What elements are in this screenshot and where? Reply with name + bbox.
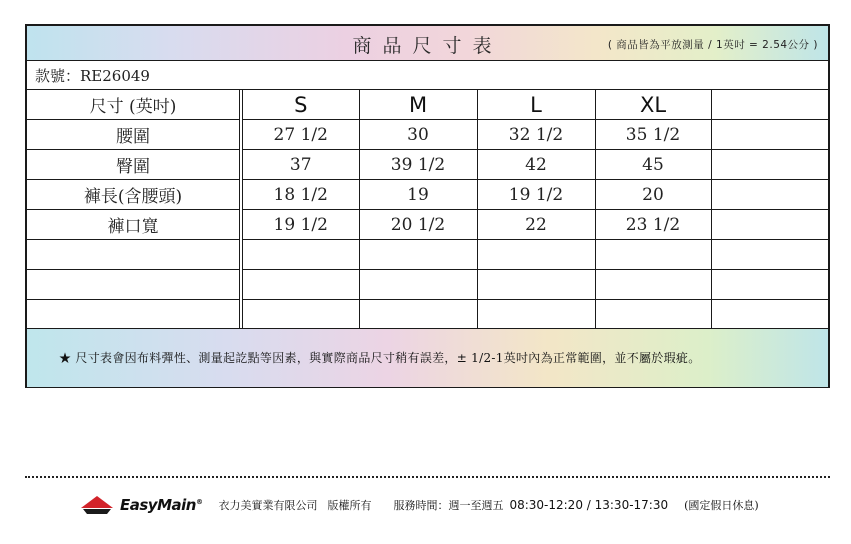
table-cell — [241, 240, 359, 270]
service-hours: 08:30-12:20 / 13:30-17:30 — [509, 498, 669, 512]
table-cell — [359, 300, 477, 330]
measurement-note: ( 商品皆為平放測量 / 1英吋 = 2.54公分 ) — [607, 39, 818, 51]
mountain-logo-icon — [80, 494, 114, 516]
table-cell — [477, 300, 595, 330]
table-cell — [595, 240, 711, 270]
table-cell: 19 1/2 — [477, 180, 595, 210]
table-cell: 23 1/2 — [595, 210, 711, 240]
table-cell — [711, 150, 828, 180]
company-name: 衣力美實業有限公司 — [218, 499, 318, 512]
table-cell — [595, 270, 711, 300]
table-cell: 42 — [477, 150, 595, 180]
brand-logo — [120, 496, 202, 514]
table-cell — [711, 180, 828, 210]
row-label — [27, 240, 241, 270]
table-cell: 19 — [359, 180, 477, 210]
row-label: 腰圍 — [27, 120, 241, 150]
row-label: 褲長(含腰頭) — [27, 180, 241, 210]
table-cell: 20 — [595, 180, 711, 210]
size-s: S — [241, 90, 359, 120]
table-cell: 19 1/2 — [241, 210, 359, 240]
table-cell — [241, 300, 359, 330]
table-cell — [711, 270, 828, 300]
table-row — [27, 150, 828, 180]
registered-mark: ® — [195, 498, 203, 506]
table-row — [27, 120, 828, 150]
size-chart-sheet — [25, 24, 830, 388]
footer — [80, 492, 820, 518]
table-cell — [711, 240, 828, 270]
table-cell — [711, 120, 828, 150]
table-row — [27, 300, 828, 330]
size-header-label: 尺寸 (英吋) — [27, 90, 241, 120]
model-number: 款號：RE26049 — [35, 67, 150, 85]
table-cell: 20 1/2 — [359, 210, 477, 240]
row-label — [27, 300, 241, 330]
table-row — [27, 240, 828, 270]
table-cell — [595, 300, 711, 330]
holiday-note: (國定假日休息) — [684, 499, 759, 512]
table-cell: 27 1/2 — [241, 120, 359, 150]
table-cell: 18 1/2 — [241, 180, 359, 210]
table-cell — [477, 270, 595, 300]
table-cell — [359, 240, 477, 270]
chart-title: 商品尺寸表 — [352, 35, 503, 57]
table-cell: 37 — [241, 150, 359, 180]
dotted-divider — [25, 476, 830, 478]
disclaimer-bar — [27, 328, 828, 387]
size-l: L — [477, 90, 595, 120]
size-xl: XL — [595, 90, 711, 120]
table-cell — [359, 270, 477, 300]
title-bar — [27, 26, 828, 61]
size-extra — [711, 90, 828, 120]
table-cell — [711, 300, 828, 330]
brand-name: EasyMain — [120, 496, 196, 514]
table-row — [27, 210, 828, 240]
table-cell: 30 — [359, 120, 477, 150]
row-label — [27, 270, 241, 300]
service-hours-label: 服務時間：週一至週五 — [393, 499, 504, 512]
table-row — [27, 270, 828, 300]
model-row — [27, 61, 828, 90]
table-cell — [711, 210, 828, 240]
row-label: 褲口寬 — [27, 210, 241, 240]
table-row — [27, 180, 828, 210]
copyright-text: 版權所有 — [327, 499, 372, 512]
size-m: M — [359, 90, 477, 120]
size-table — [27, 90, 828, 330]
table-cell: 22 — [477, 210, 595, 240]
table-cell — [241, 270, 359, 300]
table-cell: 39 1/2 — [359, 150, 477, 180]
size-header-row — [27, 90, 828, 120]
table-cell — [477, 240, 595, 270]
table-cell: 35 1/2 — [595, 120, 711, 150]
table-cell: 32 1/2 — [477, 120, 595, 150]
disclaimer-text: ★ 尺寸表會因布料彈性、測量起訖點等因素，與實際商品尺寸稍有誤差，± 1/2-1英吋內為正常範圍，並不屬於瑕疵。 — [59, 351, 701, 365]
table-cell: 45 — [595, 150, 711, 180]
row-label: 臀圍 — [27, 150, 241, 180]
